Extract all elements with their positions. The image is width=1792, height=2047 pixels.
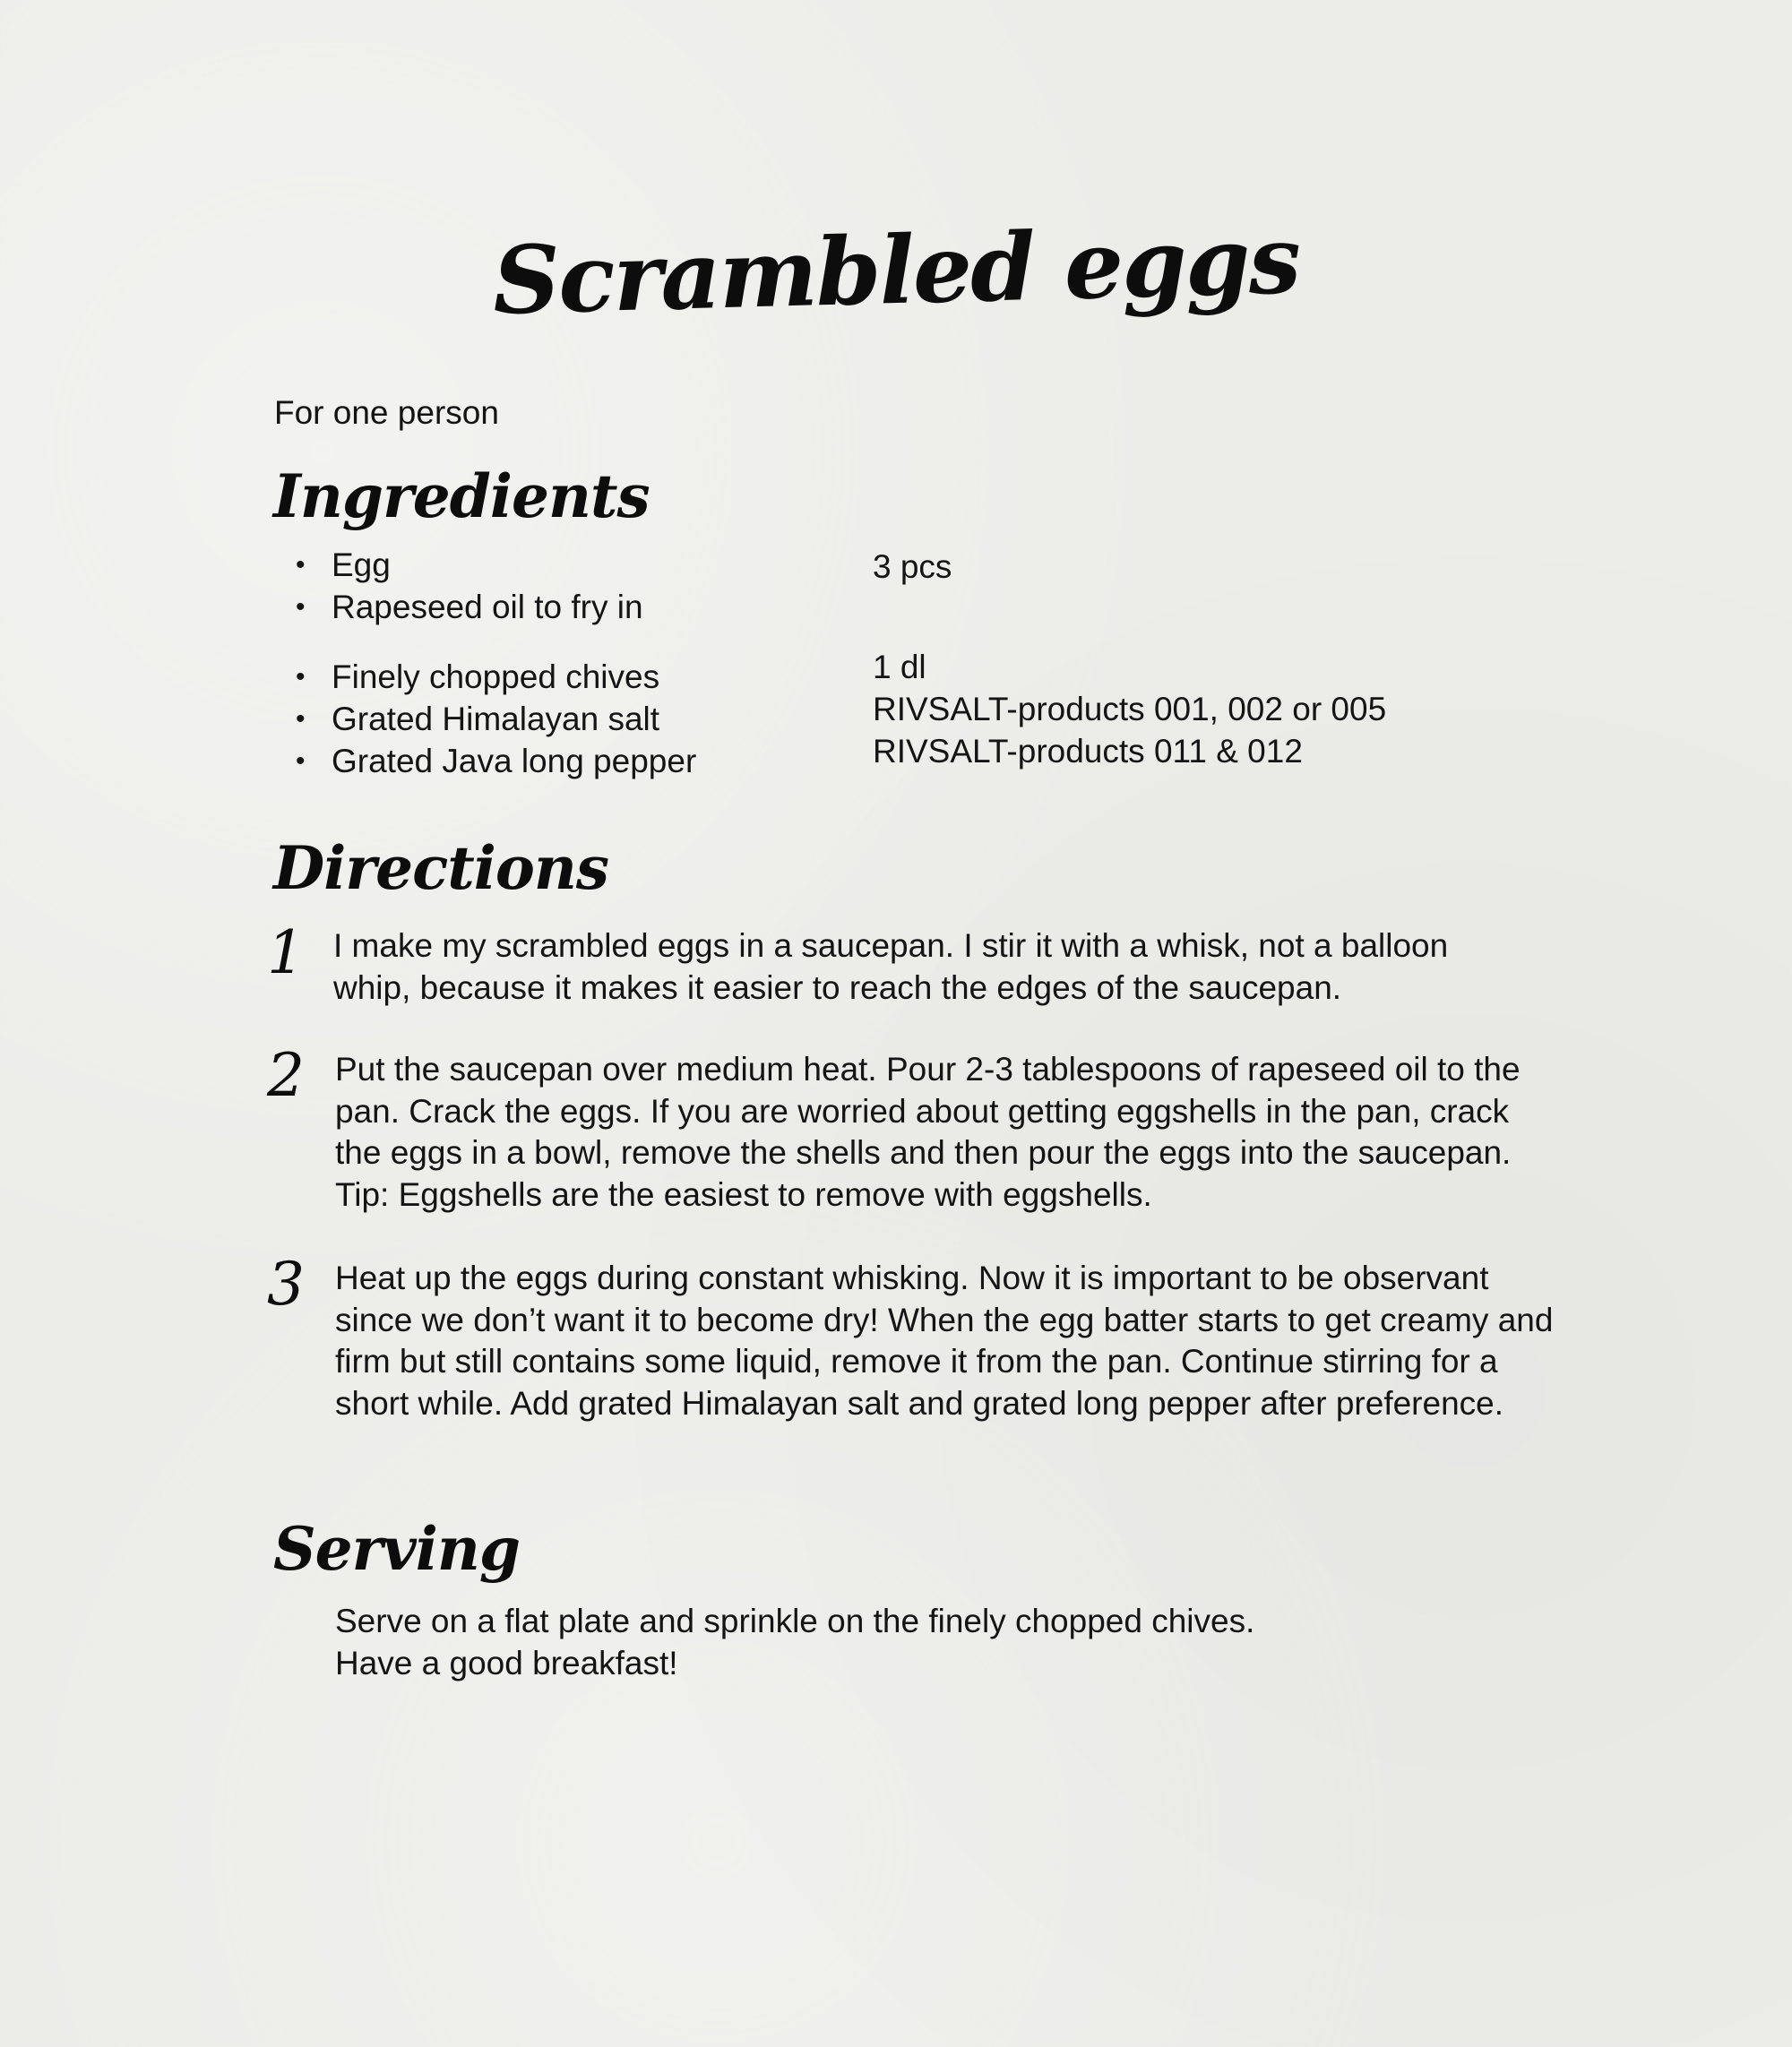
step-number: 2 bbox=[267, 1041, 305, 1110]
ingredient-item bbox=[296, 657, 659, 696]
ingredient-quantity: RIVSALT-products 001, 002 or 005 bbox=[873, 691, 1387, 727]
ingredient-name: Finely chopped chives bbox=[332, 658, 660, 696]
ingredients-heading: Ingredients bbox=[273, 461, 650, 531]
bullet-icon: • bbox=[296, 746, 306, 777]
step-number: 3 bbox=[267, 1250, 305, 1319]
ingredient-name: Egg bbox=[332, 546, 391, 584]
step-number: 1 bbox=[267, 918, 305, 987]
serving-line: Have a good breakfast! bbox=[335, 1644, 678, 1681]
step-text: Heat up the eggs during constant whisking. Now it is important to be observant since we don’t want it to become dry! When the egg batter starts to get creamy and firm but still contains some liquid, remove it from the pan. Continue stirring for a short while. Add grated Himalayan salt and grated long pepper after preference. bbox=[335, 1260, 1554, 1422]
bullet-icon: • bbox=[296, 592, 306, 623]
bullet-icon: • bbox=[296, 704, 306, 735]
recipe-title: Scrambled eggs bbox=[491, 204, 1301, 336]
step-text: Put the saucepan over medium heat. Pour 2-3 tablespoons of rapeseed oil to the pan. Crack the eggs. If you are worried about getting eggshells in the pan, crack the eggs in a bowl, remove the shells and then pour the eggs into the saucepan. Tip: Eggshells are the easiest to remove with eggshells. bbox=[335, 1051, 1521, 1213]
ingredient-name: Grated Himalayan salt bbox=[332, 701, 660, 738]
serving-size: For one person bbox=[274, 394, 499, 431]
ingredient-item bbox=[296, 741, 696, 780]
ingredient-item bbox=[296, 587, 643, 626]
serving-heading: Serving bbox=[273, 1514, 520, 1584]
ingredient-name: Rapeseed oil to fry in bbox=[332, 589, 643, 626]
ingredient-quantity: RIVSALT-products 011 & 012 bbox=[873, 733, 1303, 770]
ingredient-item bbox=[296, 699, 659, 738]
bullet-icon: • bbox=[296, 662, 306, 692]
ingredient-quantity: 3 pcs bbox=[873, 548, 952, 585]
serving-text bbox=[335, 1601, 1536, 1684]
ingredient-item bbox=[296, 545, 391, 584]
step-text: I make my scrambled eggs in a saucepan. I stir it with a whisk, not a balloon whip, because it makes it easier to reach the edges of the saucepan. bbox=[333, 927, 1449, 1006]
bullet-icon: • bbox=[296, 550, 306, 581]
ingredient-quantity: 1 dl bbox=[873, 649, 926, 685]
directions-heading: Directions bbox=[273, 833, 608, 903]
serving-line: Serve on a flat plate and sprinkle on the finely chopped chives. bbox=[335, 1603, 1255, 1639]
ingredient-name: Grated Java long pepper bbox=[332, 743, 697, 780]
